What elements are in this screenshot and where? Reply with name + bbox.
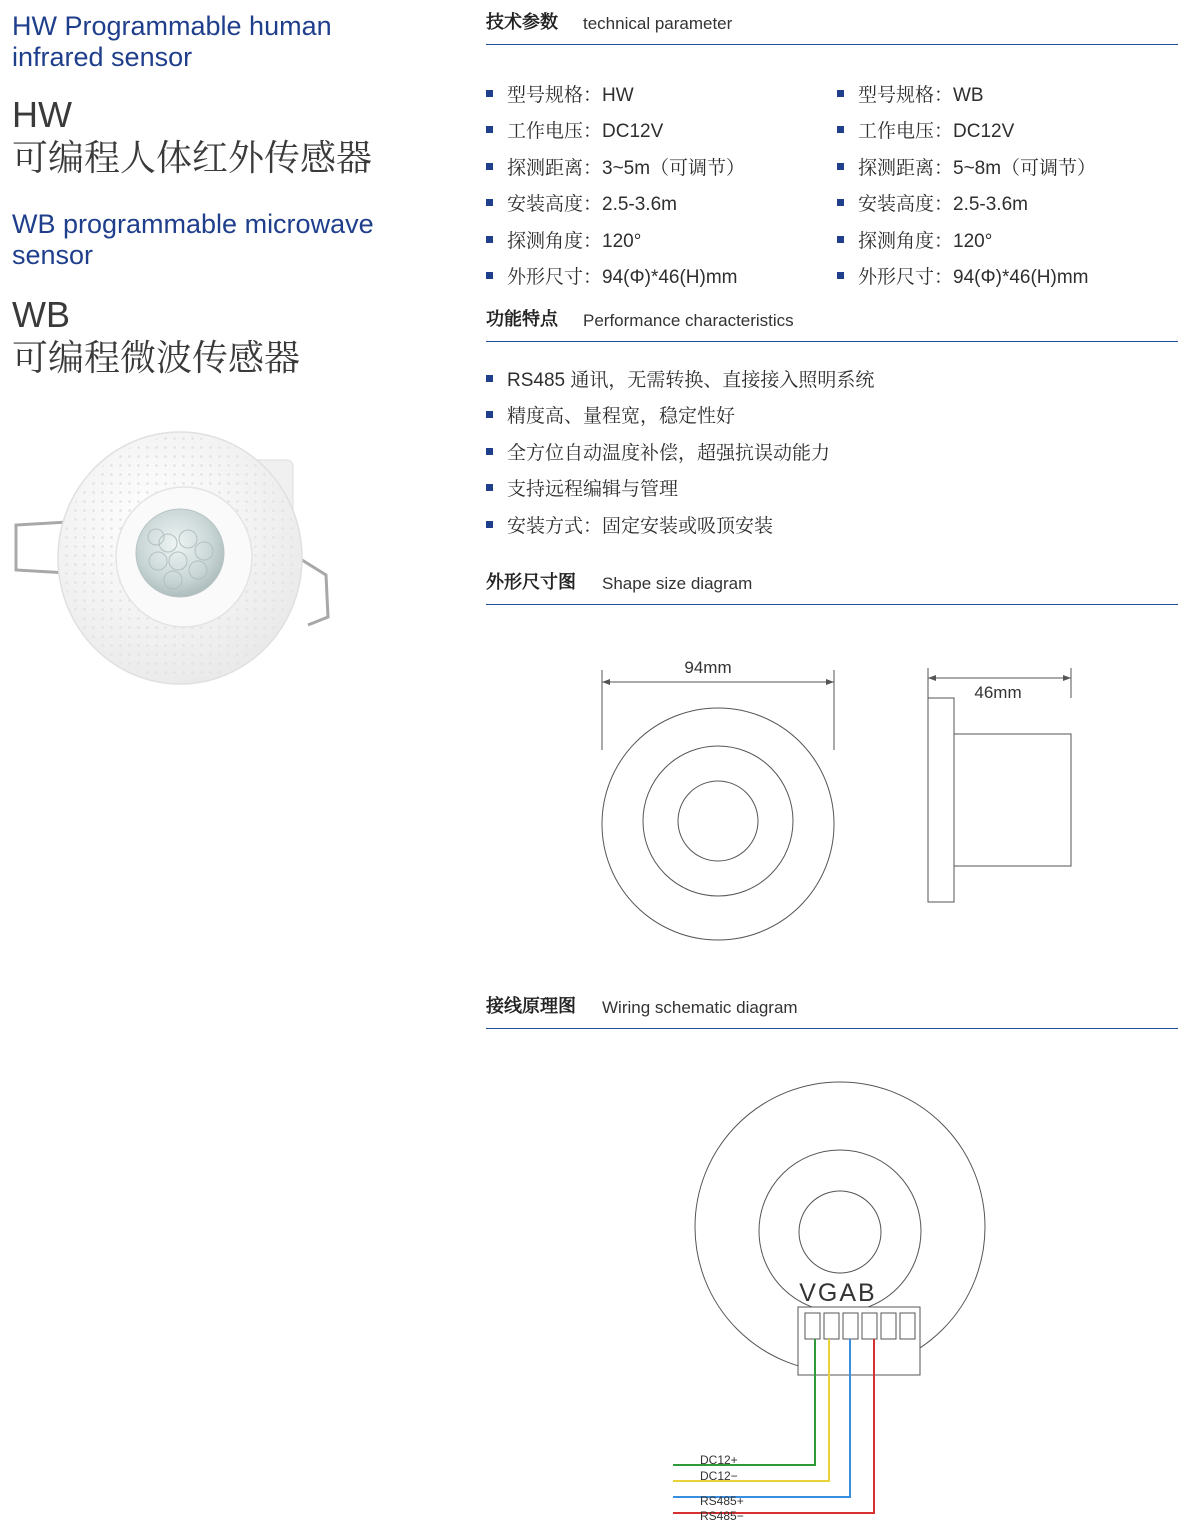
list-item: 安装高度：2.5-3.6m	[486, 189, 677, 216]
wb-english-title	[12, 209, 374, 271]
wiring-section-title-en: Wiring schematic diagram	[602, 998, 798, 1017]
wiring-section-title-cn: 接线原理图	[486, 996, 576, 1016]
list-item: 工作电压：DC12V	[837, 116, 1014, 143]
tech-section-header	[486, 0, 1178, 45]
product-photo	[8, 425, 338, 695]
hw-english-title	[12, 11, 332, 73]
tech-section-title-cn: 技术参数	[486, 12, 558, 32]
wire-label-dc12-minus: DC12−	[700, 1469, 738, 1483]
hw-english-title-line2: infrared sensor	[12, 42, 193, 72]
wire-dc12-plus	[673, 1339, 815, 1465]
list-item: 工作电压：DC12V	[486, 116, 663, 143]
list-item: 支持远程编辑与管理	[486, 474, 678, 501]
shape-section-title-en: Shape size diagram	[602, 574, 753, 593]
wb-english-title-line1: WB programmable microwave	[12, 209, 374, 239]
wb-model-heading: WB	[12, 294, 70, 335]
perf-section-header	[486, 297, 1178, 342]
list-item: RS485 通讯，无需转换、直接接入照明系统	[486, 365, 874, 392]
perf-section-title-cn: 功能特点	[486, 309, 558, 329]
list-item: 全方位自动温度补偿，超强抗误动能力	[486, 438, 830, 465]
list-item: 探测角度：120°	[837, 226, 992, 253]
list-item: 探测距离：5~8m（可调节）	[837, 153, 1096, 180]
perf-section-title-en: Performance characteristics	[583, 311, 794, 330]
list-item: 型号规格：HW	[486, 80, 634, 107]
list-item: 安装方式：固定安装或吸顶安装	[486, 511, 773, 538]
shape-section-title-cn: 外形尺寸图	[486, 572, 576, 592]
wire-label-dc12-plus: DC12+	[700, 1453, 738, 1467]
tech-section-title-en: technical parameter	[583, 14, 733, 33]
shape-section-header	[486, 560, 1178, 605]
shape-size-diagram	[590, 650, 1090, 950]
wb-chinese-name: 可编程微波传感器	[12, 337, 301, 378]
wb-english-title-line2: sensor	[12, 240, 94, 270]
list-item: 探测角度：120°	[486, 226, 641, 253]
wire-label-rs485-minus: RS485−	[700, 1509, 744, 1523]
list-item: 型号规格：WB	[837, 80, 984, 107]
hw-english-title-line1: HW Programmable human	[12, 11, 332, 41]
diameter-dimension-label: 94mm	[684, 658, 732, 677]
wiring-section-header	[486, 984, 1178, 1029]
list-item: 外形尺寸：94(Φ)*46(H)mm	[837, 262, 1089, 289]
list-item: 精度高、量程宽，稳定性好	[486, 401, 735, 428]
hw-model-heading: HW	[12, 94, 72, 135]
list-item: 探测距离：3~5m（可调节）	[486, 153, 745, 180]
terminal-label: VGAB	[799, 1279, 877, 1307]
list-item: 外形尺寸：94(Φ)*46(H)mm	[486, 262, 738, 289]
hw-chinese-name: 可编程人体红外传感器	[12, 137, 373, 178]
list-item: 安装高度：2.5-3.6m	[837, 189, 1028, 216]
wiring-diagram	[670, 1080, 1010, 1530]
height-dimension-label: 46mm	[974, 683, 1022, 702]
wire-label-rs485-plus: RS485+	[700, 1494, 744, 1508]
